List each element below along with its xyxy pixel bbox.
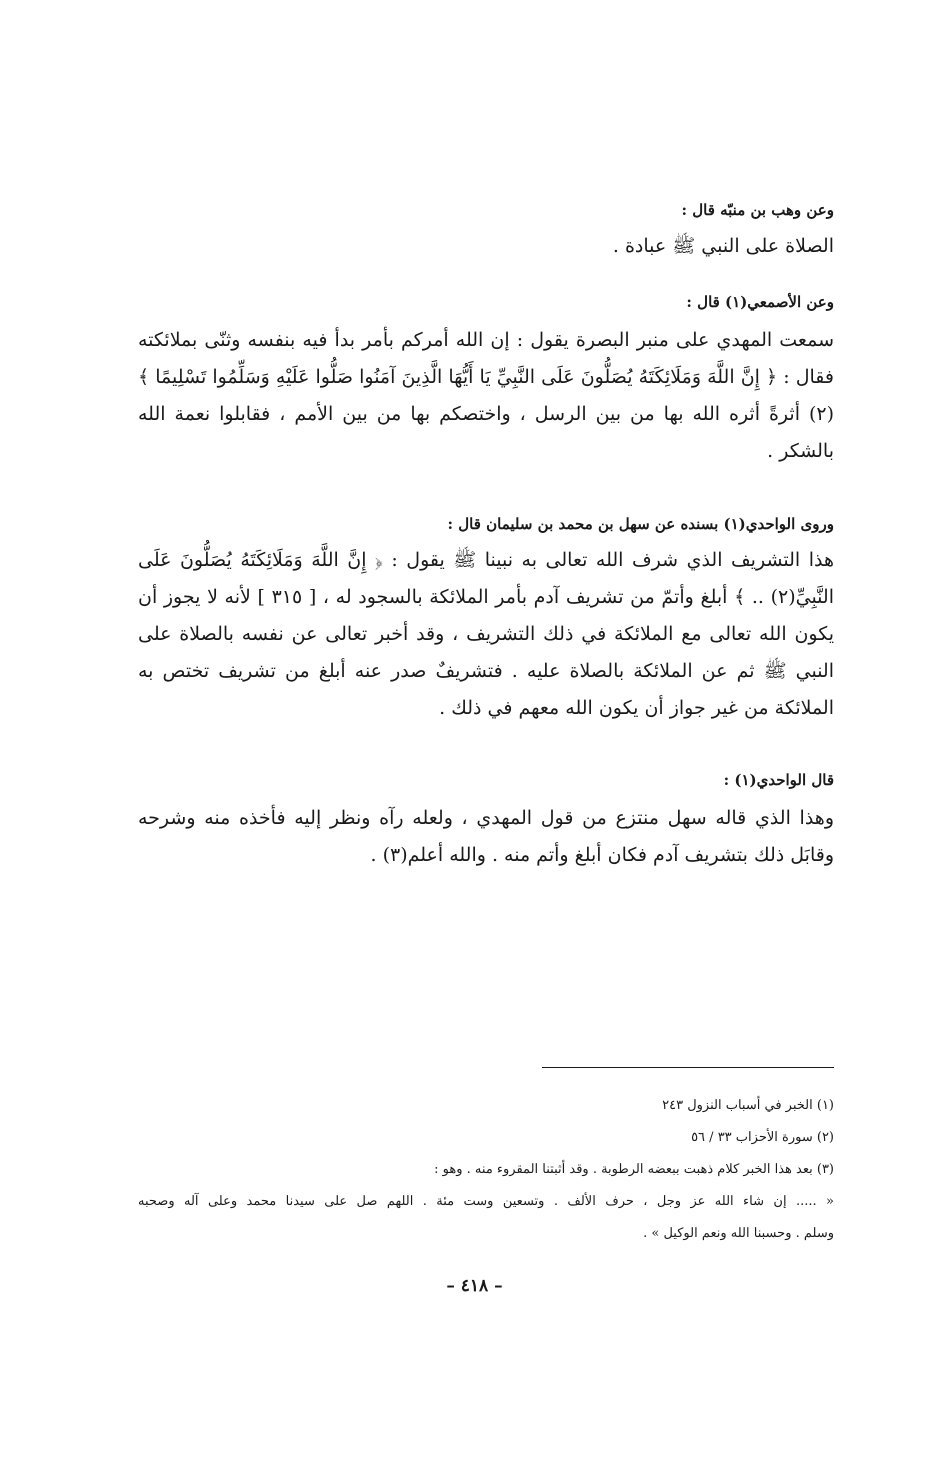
section-heading: وروى الواحدي(١) بسنده عن سهل بن محمد بن سليمان قال : bbox=[447, 515, 834, 533]
section-body: هذا التشريف الذي شرف الله تعالى به نبينا ﷺ يقول : ﴿ إِنَّ اللَّهَ وَمَلَائِكَتَهُ يُصَلُّونَ عَلَى النَّبِيِّ(٢) .. ﴾ أبلغ وأتمّ من تشريف آدم بأمر الملائكة بالسجود له ، [ ٣١٥ ] لأنه لا يجوز أن يكون الله تعالى مع الملائكة في ذلك التشريف ، وقد أخبر تعالى عن نفسه بالصلاة على النبي ﷺ ثم عن الملائكة بالصلاة عليه . فتشريفٌ صدر عنه أبلغ من تشريف تختص به الملائكة من غير جواز أن يكون الله معهم في ذلك . bbox=[138, 549, 834, 719]
section-asmai bbox=[138, 290, 834, 470]
section-wahb bbox=[138, 198, 834, 265]
section-body: الصلاة على النبي ﷺ عبادة . bbox=[612, 235, 834, 257]
footnotes bbox=[138, 1090, 834, 1250]
footnote-3-quote: « ..... إن شاء الله عز وجل ، حرف الألف . وتسعين وست مئة . اللهم صل على سيدنا محمد وعلى آله وصحبه bbox=[138, 1194, 834, 1209]
footnote-separator bbox=[542, 1067, 834, 1068]
section-heading: وعن الأصمعي(١) قال : bbox=[686, 293, 834, 311]
section-body: سمعت المهدي على منبر البصرة يقول : إن الله أمركم بأمر بدأ فيه بنفسه وثنّى بملائكته فقال : ﴿ إِنَّ اللَّهَ وَمَلَائِكَتَهُ يُصَلُّونَ عَلَى النَّبِيِّ يَا أَيُّهَا الَّذِينَ آمَنُوا صَلُّوا عَلَيْهِ وَسَلِّمُوا تَسْلِيمًا ﴾(٢) أثرةً أثره الله بها من بين الرسل ، واختصكم بها من بين الأمم ، فقابلوا نعمة الله بالشكر . bbox=[138, 329, 834, 462]
footnote-3-quote-end: وسلم . وحسبنا الله ونعم الوكيل » . bbox=[643, 1226, 834, 1241]
section-wahidi-narration bbox=[138, 512, 834, 727]
footnote-2: (٢) سورة الأحزاب ٣٣ / ٥٦ bbox=[691, 1130, 834, 1145]
section-heading: وعن وهب بن منبّه قال : bbox=[681, 201, 834, 219]
section-heading: قال الواحدي(١) : bbox=[723, 771, 834, 789]
page-number: – ٤١٨ – bbox=[446, 1276, 503, 1296]
footnote-1: (١) الخبر في أسباب النزول ٢٤٣ bbox=[662, 1098, 834, 1113]
footnote-3: (٣) بعد هذا الخبر كلام ذهبت ببعضه الرطوبة . وقد أثبتنا المقروء منه . وهو : bbox=[434, 1162, 834, 1177]
section-wahidi-comment bbox=[138, 768, 834, 874]
section-body: وهذا الذي قاله سهل منتزع من قول المهدي ، ولعله رآه ونظر إليه فأخذه منه وشرحه وقابَل ذلك بتشريف آدم فكان أبلغ وأتم منه . والله أعلم(٣) . bbox=[138, 807, 834, 866]
